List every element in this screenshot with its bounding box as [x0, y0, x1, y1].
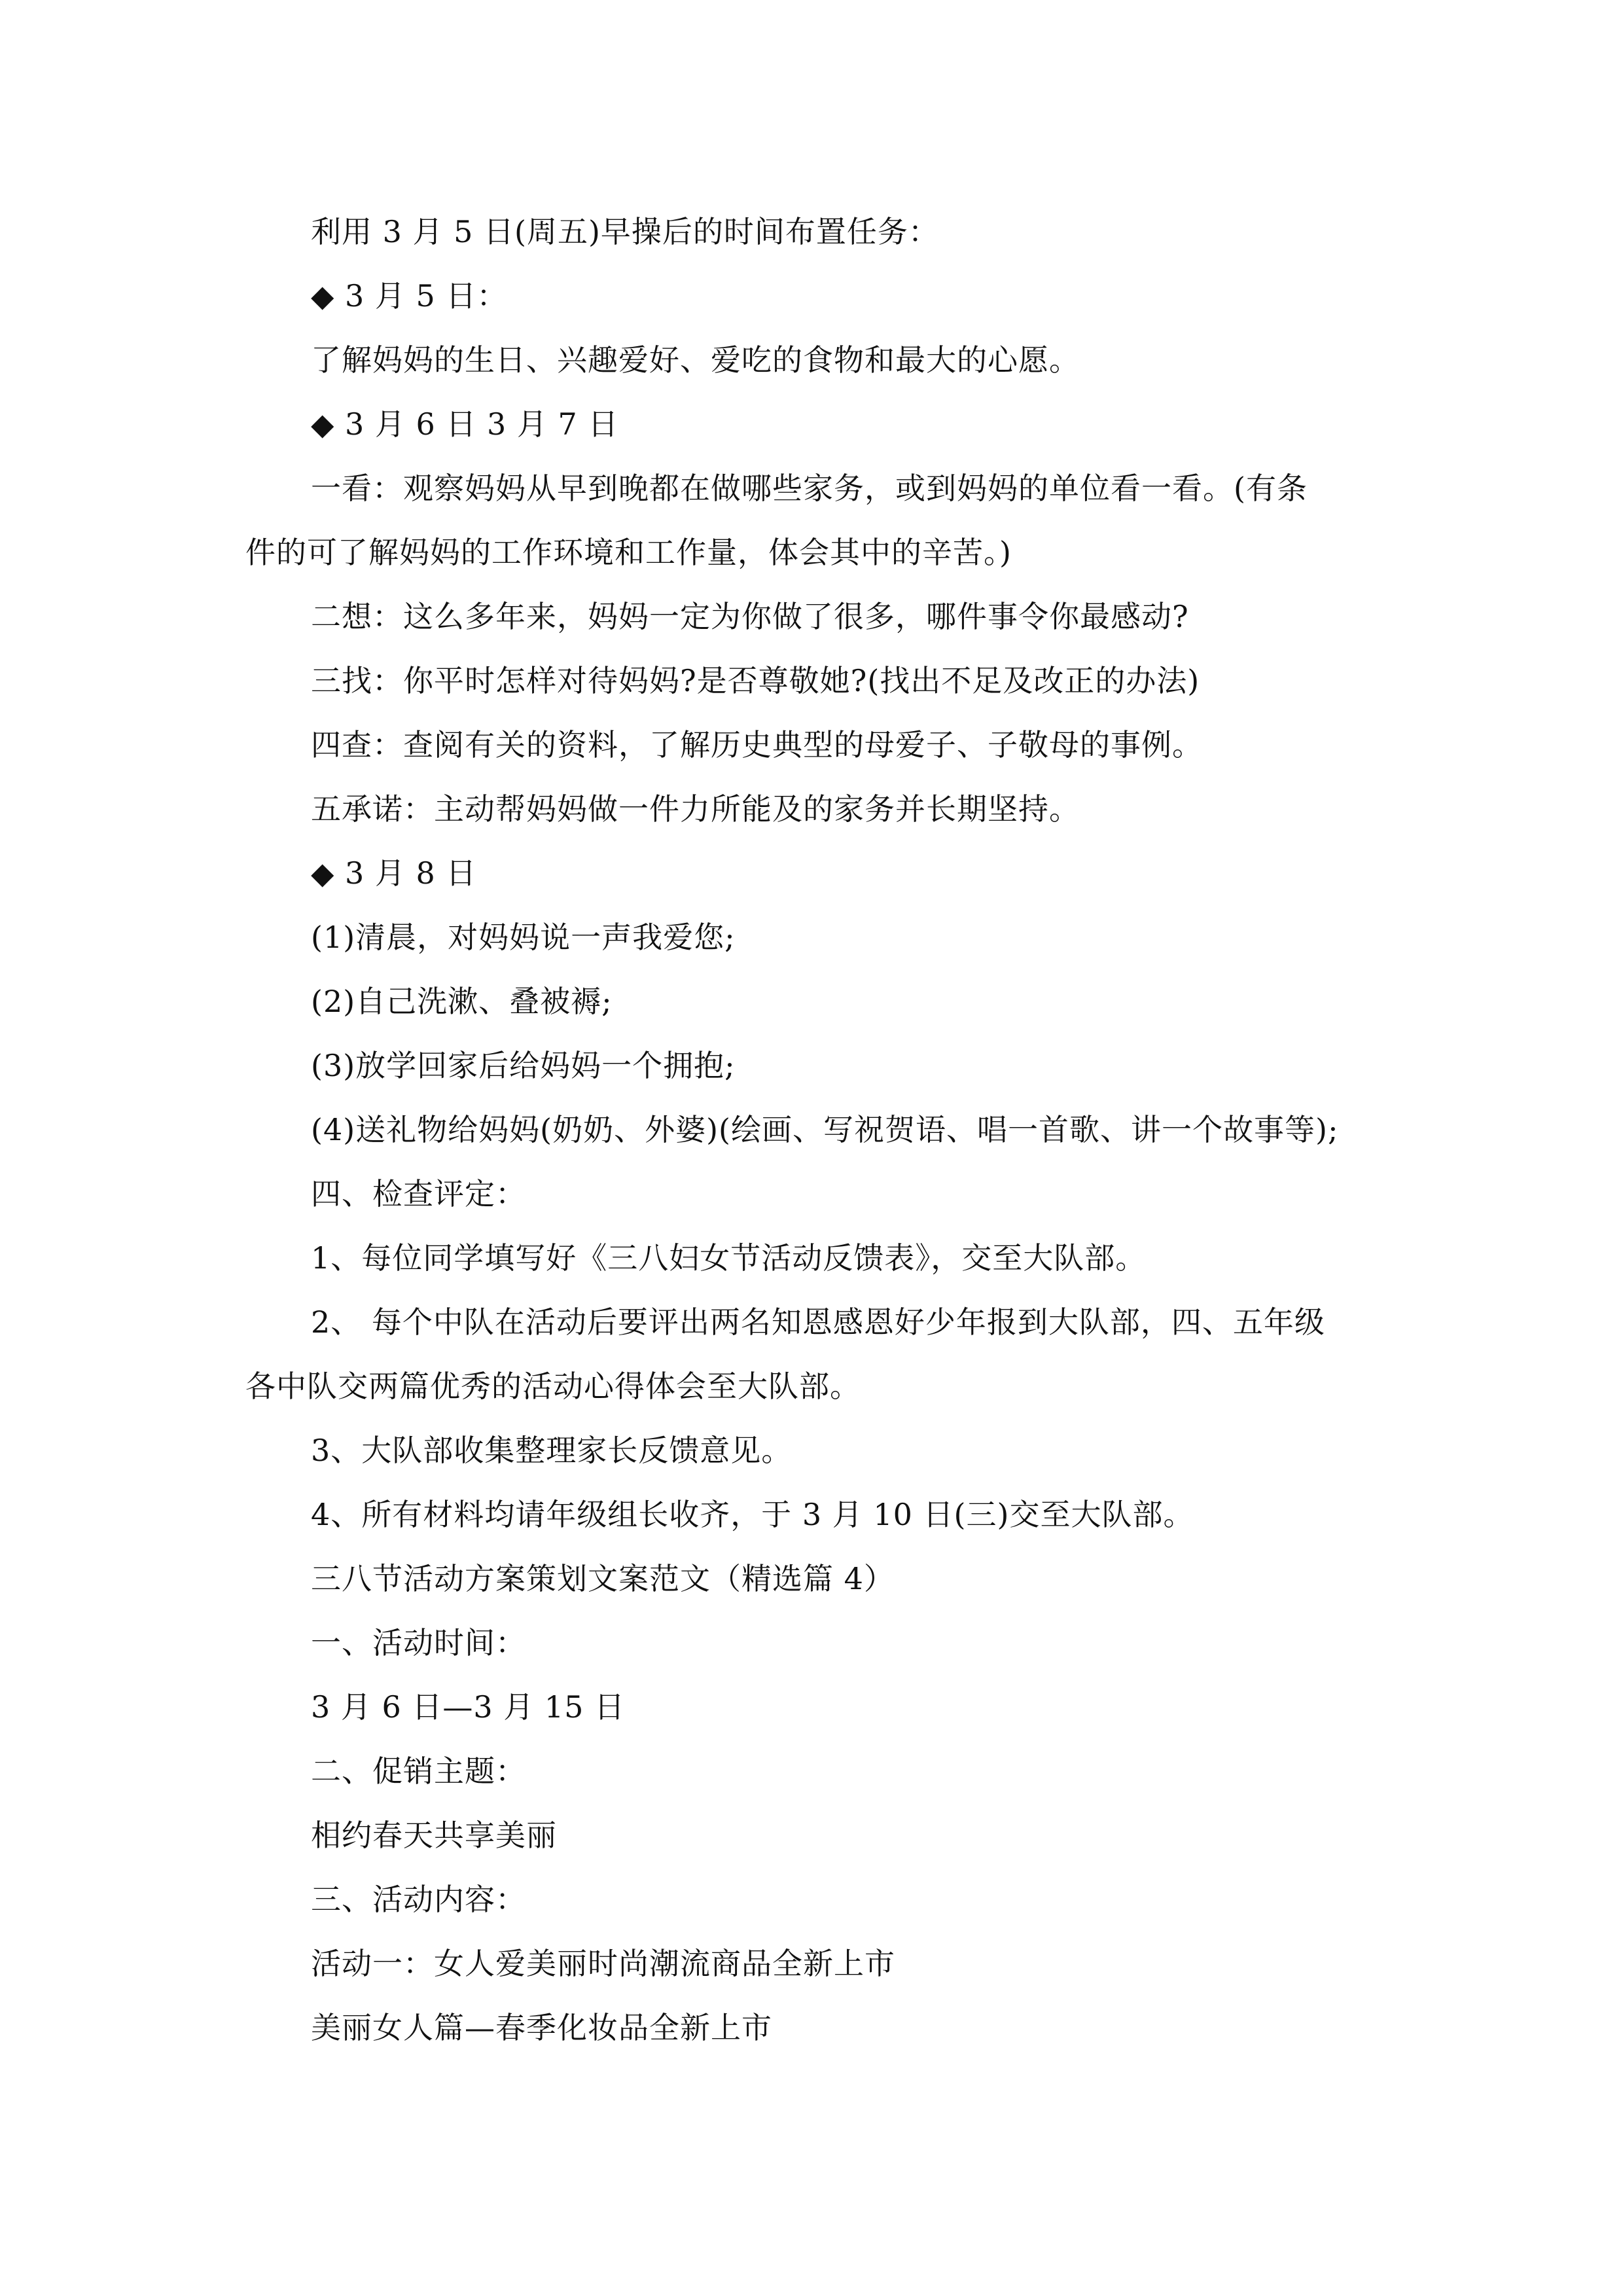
section-heading-theme: 二、促销主题：: [311, 1753, 526, 1789]
activity-dates: 3 月 6 日—3 月 15 日: [311, 1689, 626, 1725]
activity-one: 活动一：女人爱美丽时尚潮流商品全新上市: [311, 1946, 895, 1981]
document-body: [245, 200, 1381, 2060]
paragraph-check: 四查：查阅有关的资料，了解历史典型的母爱子、子敬母的事例。: [311, 727, 1203, 762]
evaluation-item-2: 2、 每个中队在活动后要评出两名知恩感恩好少年报到大队部，四、五年级: [311, 1304, 1325, 1340]
section-heading-content: 三、活动内容：: [311, 1882, 526, 1917]
bullet-march-8: ◆ 3 月 8 日: [311, 855, 477, 891]
article-title: 三八节活动方案策划文案范文（精选篇 4）: [311, 1561, 895, 1596]
paragraph-think: 二想：这么多年来，妈妈一定为你做了很多，哪件事令你最感动?: [311, 599, 1189, 634]
paragraph-look-continued: 件的可了解妈妈的工作环境和工作量，体会其中的辛苦。): [245, 535, 1012, 570]
list-item-1: (1)清晨，对妈妈说一声我爱您;: [311, 920, 736, 955]
paragraph-promise: 五承诺：主动帮妈妈做一件力所能及的家务并长期坚持。: [311, 791, 1080, 827]
promotion-theme: 相约春天共享美丽: [311, 1818, 557, 1853]
paragraph-find: 三找：你平时怎样对待妈妈?是否尊敬她?(找出不足及改正的办法): [311, 663, 1200, 698]
bullet-march-6-7: ◆ 3 月 6 日 3 月 7 日: [311, 406, 619, 442]
section-heading-evaluation: 四、检查评定：: [311, 1176, 526, 1211]
evaluation-item-1: 1、每位同学填写好《三八妇女节活动反馈表》，交至大队部。: [311, 1240, 1147, 1276]
list-item-2: (2)自己洗漱、叠被褥;: [311, 984, 613, 1019]
paragraph-task-intro: 利用 3 月 5 日(周五)早操后的时间布置任务：: [311, 214, 939, 249]
list-item-3: (3)放学回家后给妈妈一个拥抱;: [311, 1048, 736, 1083]
section-heading-time: 一、活动时间：: [311, 1625, 526, 1660]
bullet-march-5: ◆ 3 月 5 日：: [311, 278, 508, 314]
evaluation-item-3: 3、大队部收集整理家长反馈意见。: [311, 1433, 793, 1468]
evaluation-item-2-continued: 各中队交两篇优秀的活动心得体会至大队部。: [245, 1369, 861, 1404]
evaluation-item-4: 4、所有材料均请年级组长收齐，于 3 月 10 日(三)交至大队部。: [311, 1497, 1194, 1532]
activity-one-subtitle: 美丽女人篇—春季化妆品全新上市: [311, 2010, 772, 2045]
paragraph-look: 一看：观察妈妈从早到晚都在做哪些家务，或到妈妈的单位看一看。(有条: [311, 471, 1308, 506]
paragraph-learn-mom: 了解妈妈的生日、兴趣爱好、爱吃的食物和最大的心愿。: [311, 342, 1080, 378]
list-item-4: (4)送礼物给妈妈(奶奶、外婆)(绘画、写祝贺语、唱一首歌、讲一个故事等);: [311, 1112, 1339, 1147]
